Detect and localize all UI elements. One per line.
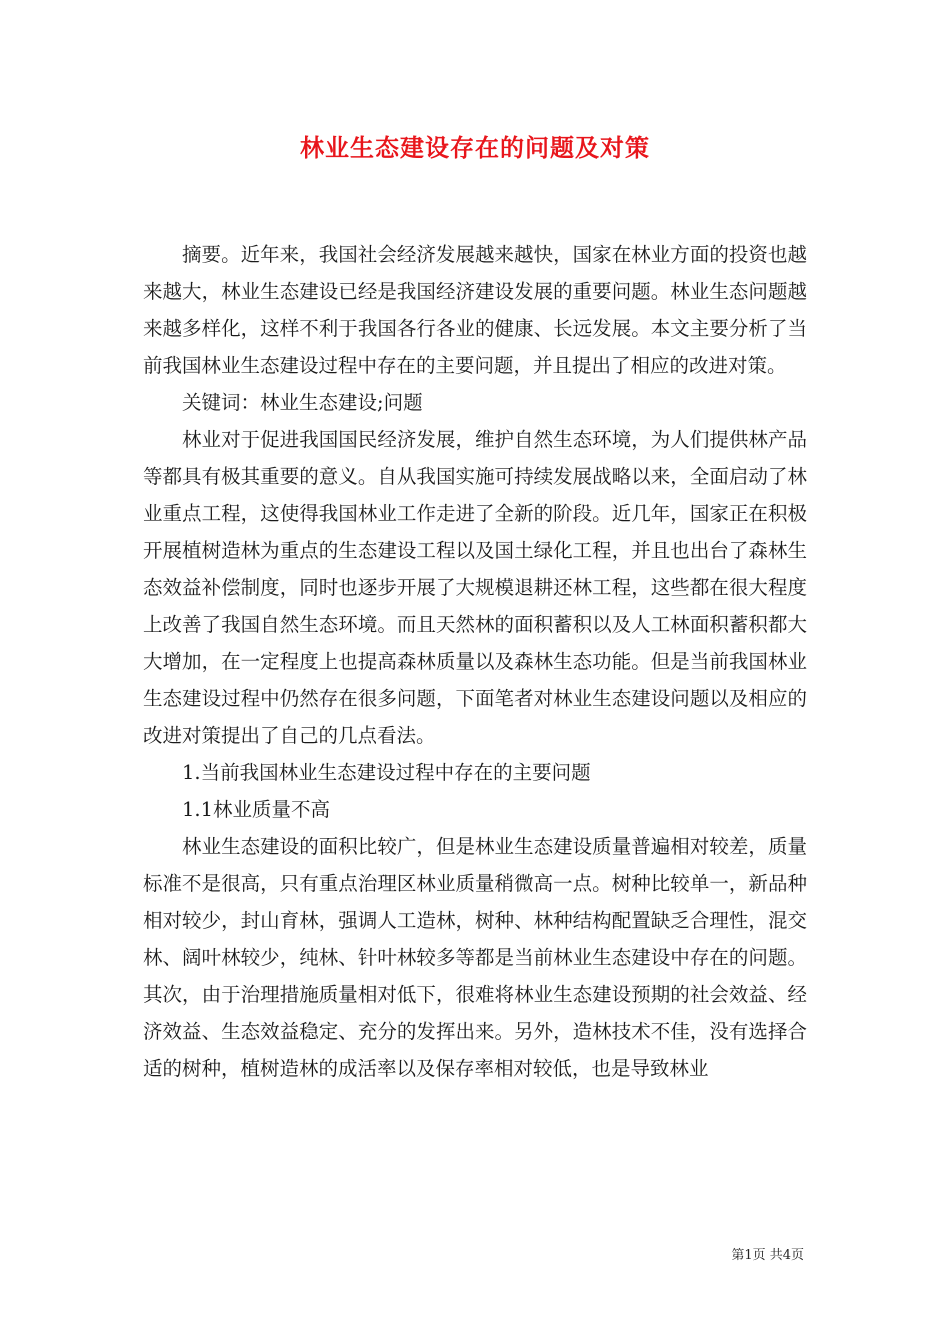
section-heading: 1.当前我国林业生态建设过程中存在的主要问题	[182, 761, 591, 784]
subsection-heading: 1.1林业质量不高	[182, 798, 331, 821]
document-body	[143, 236, 807, 1087]
body-paragraph: 林业生态建设的面积比较广，但是林业生态建设质量普遍相对较差，质量标准不是很高，只有重点治理区林业质量稍微高一点。树种比较单一，新品种相对较少，封山育林，强调人工造林，树种、林种结构配置缺乏合理性，混交林、阔叶林较少，纯林、针叶林较多等都是当前林业生态建设中存在的问题。其次，由于治理措施质量相对低下，很难将林业生态建设预期的社会效益、经济效益、生态效益稳定、充分的发挥出来。另外，造林技术不佳，没有选择合适的树种，植树造林的成活率以及保存率相对较低，也是导致林业	[143, 835, 807, 1080]
abstract-paragraph: 摘要。近年来，我国社会经济发展越来越快，国家在林业方面的投资也越来越大，林业生态建设已经是我国经济建设发展的重要问题。林业生态问题越来越多样化，这样不利于我国各行各业的健康、长远发展。本文主要分析了当前我国林业生态建设过程中存在的主要问题，并且提出了相应的改进对策。	[143, 243, 807, 377]
page-number-footer: 第1页 共4页	[731, 1248, 804, 1263]
keywords-paragraph: 关键词：林业生态建设;问题	[182, 391, 423, 414]
intro-paragraph: 林业对于促进我国国民经济发展，维护自然生态环境，为人们提供林产品等都具有极其重要的意义。自从我国实施可持续发展战略以来，全面启动了林业重点工程，这使得我国林业工作走进了全新的阶段。近几年，国家正在积极开展植树造林为重点的生态建设工程以及国土绿化工程，并且也出台了森林生态效益补偿制度，同时也逐步开展了大规模退耕还林工程，这些都在很大程度上改善了我国自然生态环境。而且天然林的面积蓄积以及人工林面积蓄积都大大增加，在一定程度上也提高森林质量以及森林生态功能。但是当前我国林业生态建设过程中仍然存在很多问题，下面笔者对林业生态建设问题以及相应的改进对策提出了自己的几点看法。	[143, 428, 807, 747]
document-title: 林业生态建设存在的问题及对策	[300, 133, 650, 162]
